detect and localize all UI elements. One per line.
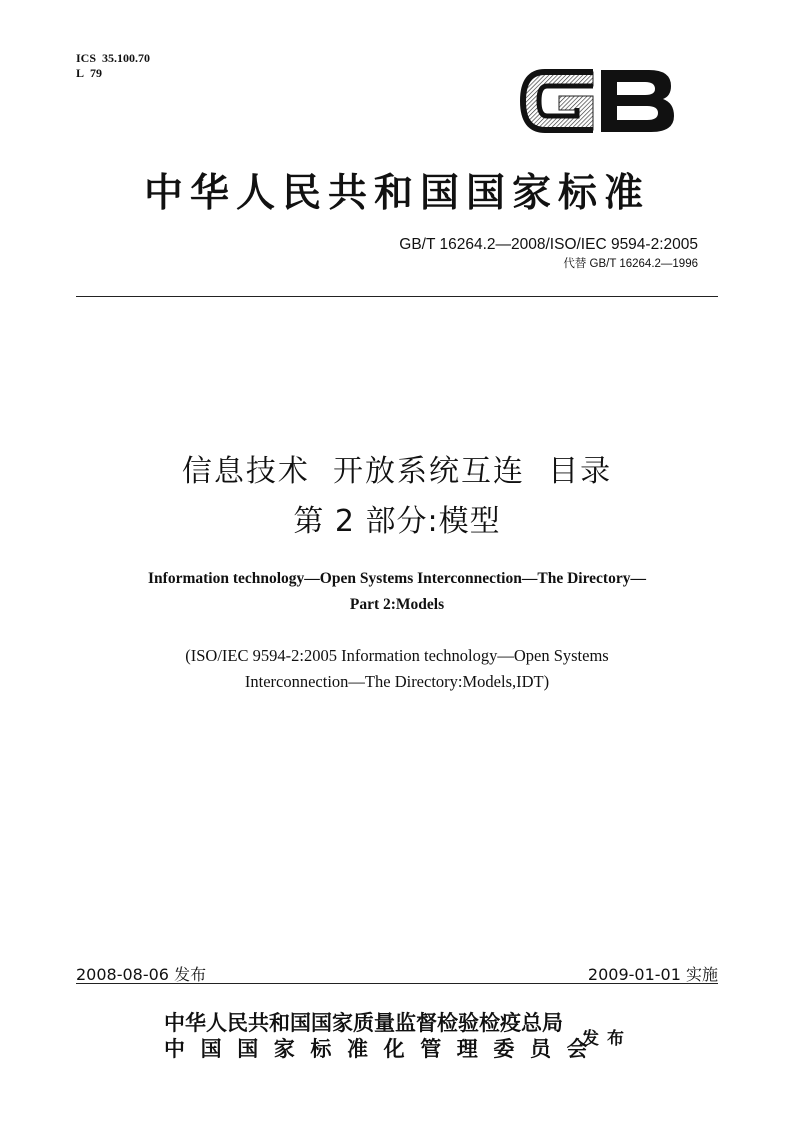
issuing-authorities	[164, 1010, 603, 1062]
logo-letter-g	[523, 72, 593, 130]
classification-codes	[76, 51, 150, 81]
ics-code: 35.100.70	[102, 51, 151, 65]
iso-reference-line1: (ISO/IEC 9594-2:2005 Information technology—Open Systems	[185, 646, 609, 665]
standard-number-block	[399, 236, 698, 271]
standard-title: 中华人民共和国国家标准	[143, 171, 650, 216]
en-title	[0, 566, 794, 618]
en-title-line2: Part 2:Models	[349, 596, 445, 613]
issuer-aqsiq: 中华人民共和国国家质量监督检验检疫总局	[164, 1011, 563, 1035]
header-divider	[76, 296, 718, 297]
iso-reference	[0, 643, 794, 695]
iso-reference-line2: Interconnection—The Directory:Models,IDT)	[244, 672, 550, 691]
footer-divider	[76, 983, 718, 984]
en-title-line1: Information technology—Open Systems Interconnection—The Directory—	[148, 570, 646, 587]
ccs-label: L	[76, 66, 85, 80]
implementation-date: 2009-01-01 实施	[587, 965, 718, 984]
publish-label: 发布	[582, 1029, 632, 1049]
issuer-sac: 中国国家标准化管理委员会	[164, 1037, 604, 1061]
standard-number: GB/T 16264.2—2008/ISO/IEC 9594-2:2005	[399, 236, 698, 253]
issue-date: 2008-08-06 发布	[76, 965, 207, 984]
replaces-note: 代替 GB/T 16264.2—1996	[563, 258, 698, 270]
zh-title-line2: 第 2 部分:模型	[293, 504, 501, 539]
gb-logo	[519, 62, 677, 140]
ccs-code: 79	[90, 66, 103, 80]
logo-letter-b	[601, 70, 674, 132]
ics-label: ICS	[76, 51, 97, 65]
zh-title-line1: 信息技术 开放系统互连 目录	[181, 454, 613, 489]
